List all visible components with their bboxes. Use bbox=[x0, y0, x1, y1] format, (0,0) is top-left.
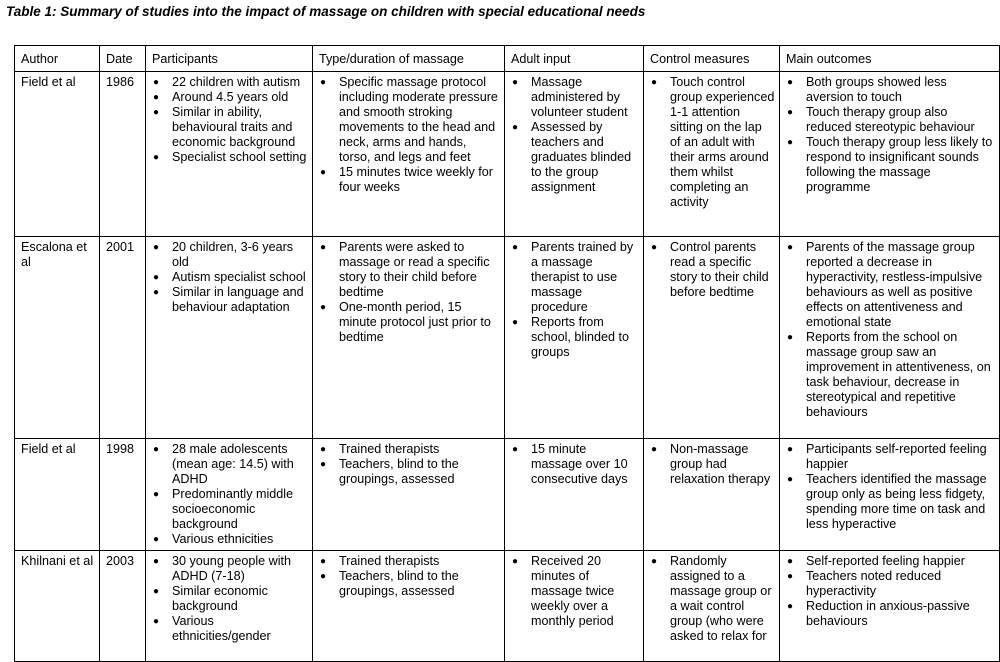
date-cell: 1998 bbox=[100, 439, 146, 551]
bullet-icon: ● bbox=[153, 272, 160, 283]
list-item-text: Parents were asked to massage or read a specific story to their child before bedtime bbox=[339, 240, 490, 299]
bullet-icon: ● bbox=[153, 287, 160, 298]
list-item bbox=[787, 135, 995, 195]
bullet-icon: ● bbox=[153, 556, 160, 567]
date-cell: 1986 bbox=[100, 72, 146, 237]
list-item bbox=[651, 554, 775, 644]
bullet-icon: ● bbox=[787, 601, 794, 612]
list-item-text: Various ethnicities bbox=[172, 532, 274, 546]
outcomes-cell bbox=[780, 72, 1000, 237]
adult-input-cell bbox=[505, 439, 644, 551]
bullet-icon: ● bbox=[153, 152, 160, 163]
list-item bbox=[512, 442, 639, 487]
list-item-text: Teachers, blind to the groupings, assessed bbox=[339, 457, 459, 486]
date-cell: 2001 bbox=[100, 237, 146, 439]
bullet-icon: ● bbox=[320, 571, 327, 582]
bullet-icon: ● bbox=[787, 556, 794, 567]
bullet-list bbox=[319, 554, 500, 599]
list-item bbox=[153, 150, 308, 165]
bullet-icon: ● bbox=[651, 77, 658, 88]
list-item bbox=[512, 554, 639, 629]
list-item bbox=[153, 270, 308, 285]
list-item-text: 22 children with autism bbox=[172, 75, 301, 89]
list-item-text: 28 male adolescents (mean age: 14.5) with ADHD bbox=[172, 442, 294, 486]
table-row bbox=[15, 551, 1000, 662]
bullet-icon: ● bbox=[512, 242, 519, 253]
list-item-text: Various ethnicities/gender bbox=[172, 614, 271, 643]
list-item-text: Participants self-reported feeling happier bbox=[806, 442, 987, 471]
list-item-text: One-month period, 15 minute protocol just prior to bedtime bbox=[339, 300, 491, 344]
list-item-text: 20 children, 3-6 years old bbox=[172, 240, 294, 269]
bullet-list bbox=[152, 75, 308, 165]
list-item bbox=[512, 75, 639, 120]
list-item-text: Around 4.5 years old bbox=[172, 90, 289, 104]
list-item-text: Reports from the school on massage group saw an improvement in attentiveness, on task behaviour, decrease in stereotypical and repetitive behaviours bbox=[806, 330, 991, 419]
list-item bbox=[787, 569, 995, 599]
list-item bbox=[320, 554, 500, 569]
list-item bbox=[320, 457, 500, 487]
bullet-list bbox=[511, 442, 639, 487]
list-item-text: Control parents read a specific story to their child before bedtime bbox=[670, 240, 769, 299]
list-item bbox=[787, 75, 995, 105]
control-measures-cell bbox=[644, 72, 780, 237]
list-item bbox=[153, 90, 308, 105]
header-control-measures: Control measures bbox=[644, 46, 780, 72]
list-item bbox=[512, 120, 639, 195]
adult-input-cell bbox=[505, 72, 644, 237]
list-item bbox=[153, 532, 308, 547]
list-item-text: Reduction in anxious-passive behaviours bbox=[806, 599, 970, 628]
list-item bbox=[320, 240, 500, 300]
list-item-text: Touch control group experienced 1-1 attention sitting on the lap of an adult with their arms around them whilst completing an activity bbox=[670, 75, 775, 209]
control-measures-cell bbox=[644, 551, 780, 662]
bullet-icon: ● bbox=[787, 107, 794, 118]
list-item-text: 15 minutes twice weekly for four weeks bbox=[339, 165, 493, 194]
header-massage-type: Type/duration of massage bbox=[313, 46, 505, 72]
list-item-text: Touch therapy group less likely to respond to insignificant sounds following the massage programme bbox=[806, 135, 993, 194]
list-item bbox=[320, 300, 500, 345]
list-item bbox=[153, 614, 308, 644]
bullet-list bbox=[786, 75, 995, 195]
author-cell: Khilnani et al bbox=[15, 551, 100, 662]
list-item bbox=[320, 569, 500, 599]
bullet-icon: ● bbox=[320, 302, 327, 313]
list-item bbox=[787, 330, 995, 420]
author-cell: Escalona et al bbox=[15, 237, 100, 439]
participants-cell bbox=[146, 551, 313, 662]
list-item bbox=[787, 472, 995, 532]
list-item bbox=[153, 487, 308, 532]
bullet-list bbox=[511, 75, 639, 195]
bullet-icon: ● bbox=[320, 444, 327, 455]
bullet-icon: ● bbox=[153, 92, 160, 103]
bullet-icon: ● bbox=[787, 444, 794, 455]
bullet-list bbox=[319, 75, 500, 195]
list-item bbox=[512, 240, 639, 315]
list-item-text: Both groups showed less aversion to touch bbox=[806, 75, 947, 104]
adult-input-cell bbox=[505, 551, 644, 662]
outcomes-cell bbox=[780, 237, 1000, 439]
list-item-text: Self-reported feeling happier bbox=[806, 554, 965, 568]
bullet-icon: ● bbox=[320, 459, 327, 470]
list-item-text: Parents of the massage group reported a decrease in hyperactivity, restless-impulsive behaviours as well as positive effects on attentiveness and emotional state bbox=[806, 240, 983, 329]
massage-cell bbox=[313, 439, 505, 551]
bullet-icon: ● bbox=[153, 534, 160, 545]
list-item-text: 15 minute massage over 10 consecutive days bbox=[531, 442, 628, 486]
header-participants: Participants bbox=[146, 46, 313, 72]
list-item bbox=[320, 165, 500, 195]
list-item bbox=[787, 442, 995, 472]
bullet-icon: ● bbox=[787, 571, 794, 582]
bullet-icon: ● bbox=[153, 107, 160, 118]
list-item-text: Teachers noted reduced hyperactivity bbox=[806, 569, 942, 598]
bullet-list bbox=[152, 240, 308, 315]
list-item bbox=[651, 240, 775, 300]
list-item bbox=[153, 105, 308, 150]
list-item bbox=[153, 442, 308, 487]
adult-input-cell bbox=[505, 237, 644, 439]
list-item bbox=[153, 240, 308, 270]
bullet-list bbox=[511, 554, 639, 629]
list-item-text: Similar in ability, behavioural traits and economic background bbox=[172, 105, 296, 149]
list-item-text: Randomly assigned to a massage group or a wait control group (who were asked to relax for bbox=[670, 554, 772, 643]
bullet-icon: ● bbox=[512, 122, 519, 133]
list-item bbox=[153, 75, 308, 90]
studies-table bbox=[14, 45, 1000, 662]
outcomes-cell bbox=[780, 551, 1000, 662]
bullet-list bbox=[786, 442, 995, 532]
bullet-icon: ● bbox=[787, 242, 794, 253]
table-row bbox=[15, 237, 1000, 439]
list-item bbox=[787, 554, 995, 569]
outcomes-cell bbox=[780, 439, 1000, 551]
list-item bbox=[512, 315, 639, 360]
bullet-list bbox=[319, 442, 500, 487]
bullet-icon: ● bbox=[320, 167, 327, 178]
date-cell: 2003 bbox=[100, 551, 146, 662]
list-item-text: Teachers identified the massage group only as being less fidgety, spending more time on task and less hyperactive bbox=[806, 472, 987, 531]
bullet-icon: ● bbox=[153, 489, 160, 500]
list-item-text: Teachers, blind to the groupings, assessed bbox=[339, 569, 459, 598]
list-item-text: Specific massage protocol including moderate pressure and smooth stroking movements to the head and neck, arms and hands, torso, and legs and feet bbox=[339, 75, 498, 164]
list-item-text: Autism specialist school bbox=[172, 270, 306, 284]
list-item bbox=[153, 584, 308, 614]
bullet-icon: ● bbox=[787, 474, 794, 485]
bullet-icon: ● bbox=[320, 77, 327, 88]
table-row bbox=[15, 72, 1000, 237]
list-item-text: Similar in language and behaviour adaptation bbox=[172, 285, 304, 314]
author-cell: Field et al bbox=[15, 72, 100, 237]
massage-cell bbox=[313, 237, 505, 439]
list-item bbox=[320, 75, 500, 165]
bullet-list bbox=[152, 442, 308, 547]
header-date: Date bbox=[100, 46, 146, 72]
list-item bbox=[787, 105, 995, 135]
list-item-text: Massage administered by volunteer student bbox=[531, 75, 628, 119]
list-item bbox=[153, 285, 308, 315]
table-row bbox=[15, 439, 1000, 551]
list-item bbox=[787, 599, 995, 629]
bullet-list bbox=[152, 554, 308, 644]
bullet-icon: ● bbox=[512, 317, 519, 328]
participants-cell bbox=[146, 237, 313, 439]
header-main-outcomes: Main outcomes bbox=[780, 46, 1000, 72]
bullet-icon: ● bbox=[512, 444, 519, 455]
list-item-text: Specialist school setting bbox=[172, 150, 307, 164]
list-item-text: Parents trained by a massage therapist to use massage procedure bbox=[531, 240, 634, 314]
list-item bbox=[651, 442, 775, 487]
control-measures-cell bbox=[644, 237, 780, 439]
list-item-text: Trained therapists bbox=[339, 442, 440, 456]
header-adult-input: Adult input bbox=[505, 46, 644, 72]
bullet-list bbox=[511, 240, 639, 360]
bullet-icon: ● bbox=[153, 586, 160, 597]
bullet-list bbox=[650, 442, 775, 487]
control-measures-cell bbox=[644, 439, 780, 551]
bullet-list bbox=[786, 240, 995, 420]
list-item-text: Touch therapy group also reduced stereotypic behaviour bbox=[806, 105, 975, 134]
participants-cell bbox=[146, 439, 313, 551]
bullet-list bbox=[319, 240, 500, 345]
bullet-list bbox=[650, 240, 775, 300]
bullet-icon: ● bbox=[787, 77, 794, 88]
header-row bbox=[15, 46, 1000, 72]
massage-cell bbox=[313, 551, 505, 662]
bullet-icon: ● bbox=[512, 556, 519, 567]
list-item bbox=[651, 75, 775, 210]
author-cell: Field et al bbox=[15, 439, 100, 551]
bullet-list bbox=[650, 75, 775, 210]
bullet-icon: ● bbox=[512, 77, 519, 88]
bullet-icon: ● bbox=[320, 242, 327, 253]
list-item-text: Non-massage group had relaxation therapy bbox=[670, 442, 771, 486]
list-item-text: Reports from school, blinded to groups bbox=[531, 315, 630, 359]
bullet-icon: ● bbox=[153, 242, 160, 253]
bullet-icon: ● bbox=[153, 616, 160, 627]
bullet-icon: ● bbox=[153, 444, 160, 455]
list-item bbox=[320, 442, 500, 457]
bullet-list bbox=[650, 554, 775, 644]
bullet-list bbox=[786, 554, 995, 629]
list-item-text: Assessed by teachers and graduates blinded to the group assignment bbox=[531, 120, 632, 194]
list-item-text: Received 20 minutes of massage twice weekly over a monthly period bbox=[531, 554, 615, 628]
header-author: Author bbox=[15, 46, 100, 72]
list-item-text: 30 young people with ADHD (7-18) bbox=[172, 554, 292, 583]
bullet-icon: ● bbox=[153, 77, 160, 88]
bullet-icon: ● bbox=[320, 556, 327, 567]
bullet-icon: ● bbox=[787, 137, 794, 148]
bullet-icon: ● bbox=[651, 556, 658, 567]
bullet-icon: ● bbox=[651, 242, 658, 253]
list-item-text: Predominantly middle socioeconomic background bbox=[172, 487, 294, 531]
participants-cell bbox=[146, 72, 313, 237]
table-caption: Table 1: Summary of studies into the impact of massage on children with special educational needs bbox=[6, 4, 646, 19]
list-item bbox=[787, 240, 995, 330]
bullet-icon: ● bbox=[651, 444, 658, 455]
list-item bbox=[153, 554, 308, 584]
bullet-icon: ● bbox=[787, 332, 794, 343]
massage-cell bbox=[313, 72, 505, 237]
list-item-text: Similar economic background bbox=[172, 584, 268, 613]
list-item-text: Trained therapists bbox=[339, 554, 440, 568]
